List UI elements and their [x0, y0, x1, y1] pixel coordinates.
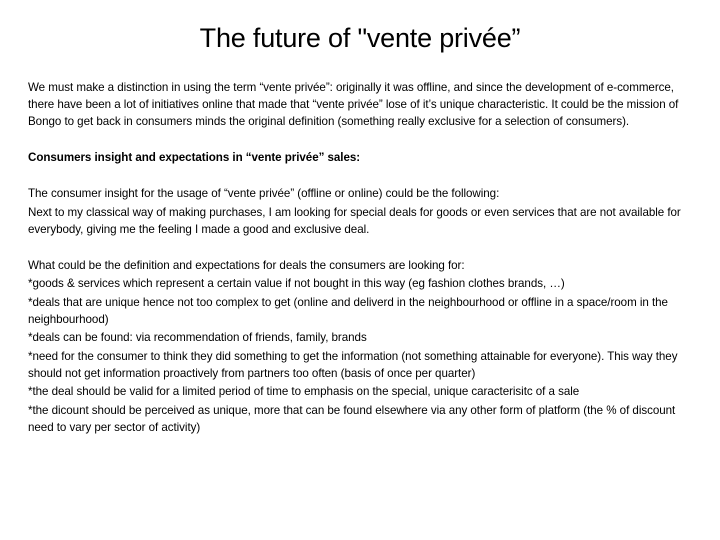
expectation-item: *the deal should be valid for a limited period of time to emphasis on the special, unique caracterisitc of a sale	[28, 385, 580, 398]
insight-intro: The consumer insight for the usage of “vente privée” (offline or online) could be the following:	[28, 187, 500, 200]
slide-title: The future of "vente privée”	[199, 23, 521, 53]
expectation-item: *deals can be found: via recommendation of friends, family, brands	[28, 331, 367, 344]
expectations-intro: What could be the definition and expectations for deals the consumers are looking for:	[28, 258, 465, 272]
expectation-item: *goods & services which represent a certain value if not bought in this way (eg fashion clothes brands, …)	[28, 277, 565, 290]
slide-body	[28, 79, 694, 437]
expectation-item: *deals that are unique hence not too complex to get (online and deliverd in the neighbourhood or offline in a space/room in the neighbourhood)	[28, 295, 668, 326]
section-heading: Consumers insight and expectations in “vente privée” sales:	[28, 151, 361, 164]
insight-statement: Next to my classical way of making purchases, I am looking for special deals for goods or even services that are not available for everybody, giving me the feeling I made a good and exclusive deal.	[28, 205, 681, 236]
expectation-item: *the dicount should be perceived as unique, more that can be found elsewhere via any other form of platform (the % of discount need to vary per sector of activity)	[28, 403, 676, 434]
expectation-item: *need for the consumer to think they did something to get the information (not something attainable for everyone). This way they should not get information proactively from partners too often (basis of once per quarter)	[28, 349, 678, 380]
intro-paragraph: We must make a distinction in using the term “vente privée”: originally it was offline, and since the development of e-commerce, there have been a lot of initiatives online that made that “vente privée” lose of it’s unique characteristic. It could be the mission of Bongo to get back in consumers minds the original definition (something really exclusive for a selection of consumers).	[28, 81, 679, 128]
